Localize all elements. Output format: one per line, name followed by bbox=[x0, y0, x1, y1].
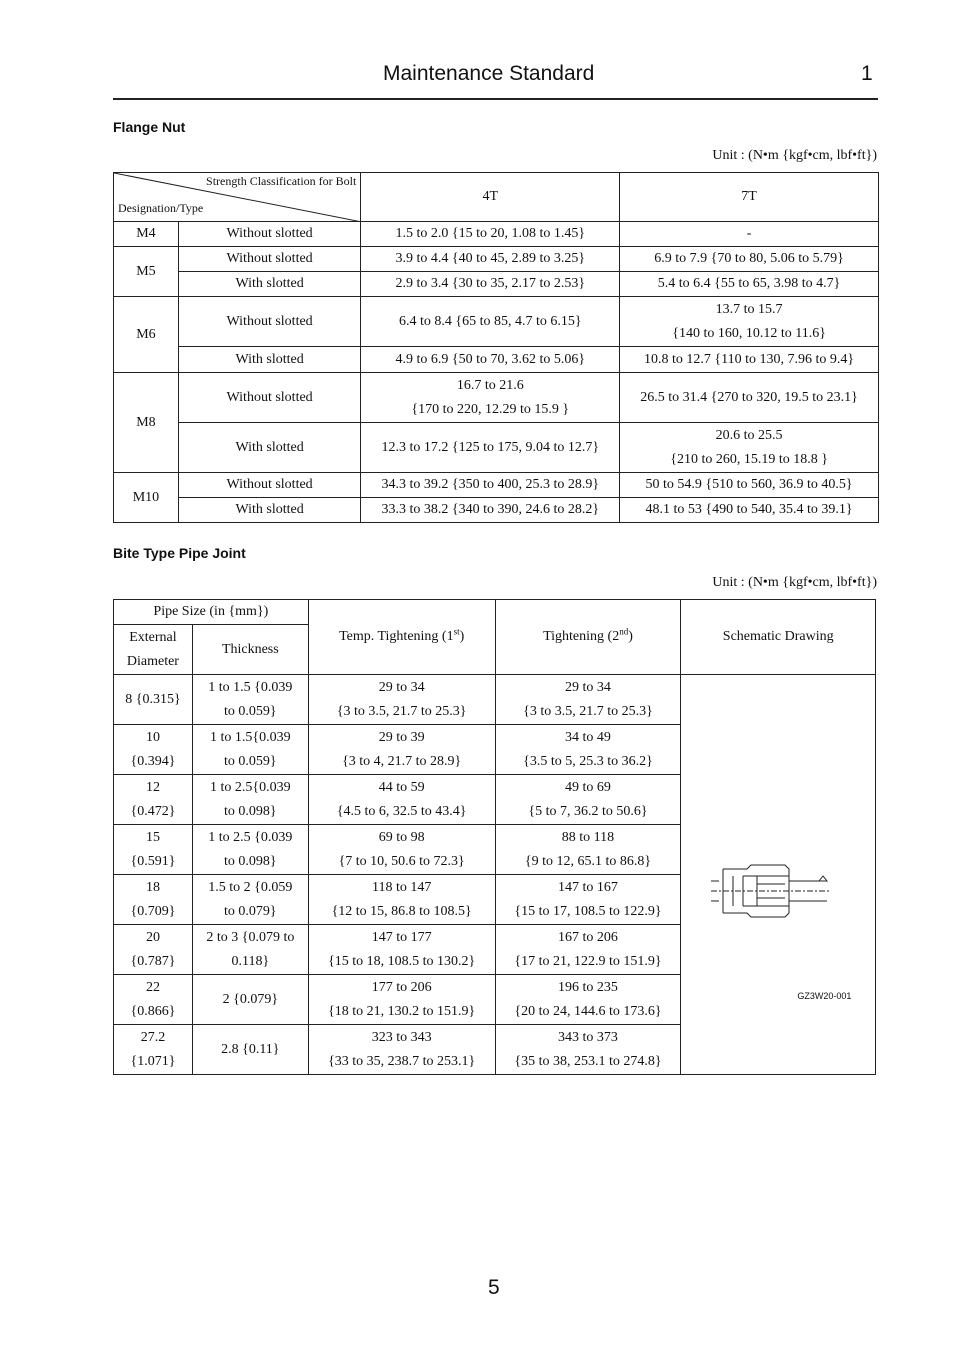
external-diameter-cell bbox=[114, 725, 193, 775]
cell-line: 177 to 206 bbox=[371, 979, 432, 995]
header-superscript: nd bbox=[619, 626, 629, 637]
cell-line: {18 to 21, 130.2 to 151.9} bbox=[328, 1003, 476, 1019]
value-cell: 1.5 to 2.0 {15 to 20, 1.08 to 1.45} bbox=[361, 222, 620, 247]
temp-tightening-cell bbox=[308, 725, 495, 775]
header-line: Diameter bbox=[126, 653, 179, 669]
cell-line: 22 bbox=[145, 979, 160, 995]
col-header-4t: 4T bbox=[361, 173, 620, 222]
cell-line: 2.8 {0.11} bbox=[221, 1041, 280, 1057]
cell-line: to 0.059} bbox=[224, 753, 277, 769]
value-cell: 6.9 to 7.9 {70 to 80, 5.06 to 5.79} bbox=[620, 247, 879, 272]
cell-line: to 0.079} bbox=[224, 903, 277, 919]
value-cell bbox=[620, 423, 879, 473]
tightening-cell bbox=[495, 1025, 681, 1075]
cell-line: 1 to 2.5{0.039 bbox=[210, 779, 291, 795]
type-cell: Without slotted bbox=[178, 247, 361, 272]
type-cell: With slotted bbox=[178, 498, 361, 523]
tightening-cell bbox=[495, 725, 681, 775]
header-line: External bbox=[129, 629, 177, 645]
cell-line: 18 bbox=[145, 879, 160, 895]
cell-line: 12 bbox=[145, 779, 160, 795]
cell-line: 69 to 98 bbox=[378, 829, 425, 845]
table-row bbox=[114, 675, 876, 725]
cell-line: 1 to 1.5 {0.039 bbox=[208, 679, 293, 695]
tightening-cell bbox=[495, 775, 681, 825]
cell-line: {9 to 12, 65.1 to 86.8} bbox=[524, 853, 652, 869]
cell-line: 49 to 69 bbox=[565, 779, 611, 795]
thickness-cell bbox=[192, 775, 308, 825]
thickness-cell bbox=[192, 675, 308, 725]
cell-line: {15 to 17, 108.5 to 122.9} bbox=[514, 903, 662, 919]
value-cell bbox=[361, 373, 620, 423]
cell-line: 1.5 to 2 {0.059 bbox=[208, 879, 293, 895]
value-cell: 2.9 to 3.4 {30 to 35, 2.17 to 2.53} bbox=[361, 272, 620, 297]
value-cell: 26.5 to 31.4 {270 to 320, 19.5 to 23.1} bbox=[620, 373, 879, 423]
col-header-thickness: Thickness bbox=[192, 625, 308, 675]
header-text: Tightening (2 bbox=[543, 629, 620, 644]
pipe-joint-drawing bbox=[681, 675, 874, 1073]
cell-line: to 0.059} bbox=[224, 703, 277, 719]
header-text: ) bbox=[628, 629, 633, 644]
cell-line: {35 to 38, 253.1 to 274.8} bbox=[514, 1053, 662, 1069]
table-row bbox=[114, 498, 879, 523]
cell-line: 29 to 34 bbox=[378, 679, 425, 695]
table-row bbox=[114, 297, 879, 347]
value-cell bbox=[620, 297, 879, 347]
cell-line: 343 to 373 bbox=[558, 1029, 618, 1045]
thickness-cell bbox=[192, 875, 308, 925]
flange-nut-unit: Unit : (N•m {kgf•cm, lbf•ft}) bbox=[712, 148, 877, 163]
table-row bbox=[114, 247, 879, 272]
cell-line: 88 to 118 bbox=[561, 829, 615, 845]
header-text: Temp. Tightening (1 bbox=[339, 629, 454, 644]
designation-cell: M5 bbox=[114, 247, 179, 297]
cell-line: 2 to 3 {0.079 to bbox=[206, 929, 295, 945]
cell-line: {3.5 to 5, 25.3 to 36.2} bbox=[523, 753, 653, 769]
thickness-cell bbox=[192, 975, 308, 1025]
external-diameter-cell bbox=[114, 1025, 193, 1075]
value-line: 13.7 to 15.7 bbox=[715, 301, 783, 317]
bite-pipe-joint-table bbox=[113, 599, 876, 1075]
cell-line: {15 to 18, 108.5 to 130.2} bbox=[328, 953, 476, 969]
type-cell: With slotted bbox=[178, 347, 361, 373]
value-line: {170 to 220, 12.29 to 15.9 } bbox=[411, 401, 570, 417]
thickness-cell bbox=[192, 925, 308, 975]
designation-cell: M10 bbox=[114, 473, 179, 523]
cell-line: 2 {0.079} bbox=[222, 991, 279, 1007]
cell-line: {33 to 35, 238.7 to 253.1} bbox=[328, 1053, 476, 1069]
cell-line: {0.394} bbox=[130, 753, 176, 769]
cell-line: {0.709} bbox=[130, 903, 176, 919]
tightening-cell bbox=[495, 825, 681, 875]
flange-nut-heading: Flange Nut bbox=[113, 119, 186, 135]
value-line: 20.6 to 25.5 bbox=[715, 427, 783, 443]
cell-line: {5 to 7, 36.2 to 50.6} bbox=[528, 803, 648, 819]
table-header-row bbox=[114, 173, 879, 222]
external-diameter-cell bbox=[114, 675, 193, 725]
temp-tightening-cell bbox=[308, 875, 495, 925]
value-cell: - bbox=[620, 222, 879, 247]
designation-cell: M8 bbox=[114, 373, 179, 473]
bite-pipe-joint-heading: Bite Type Pipe Joint bbox=[113, 545, 246, 561]
value-cell: 6.4 to 8.4 {65 to 85, 4.7 to 6.15} bbox=[361, 297, 620, 347]
external-diameter-cell bbox=[114, 925, 193, 975]
cell-line: {0.472} bbox=[130, 803, 176, 819]
cell-line: 1 to 1.5{0.039 bbox=[210, 729, 291, 745]
cell-line: {1.071} bbox=[130, 1053, 176, 1069]
cell-line: {3 to 4, 21.7 to 28.9} bbox=[342, 753, 462, 769]
cell-line: {20 to 24, 144.6 to 173.6} bbox=[514, 1003, 662, 1019]
type-cell: Without slotted bbox=[178, 473, 361, 498]
cell-line: 1 to 2.5 {0.039 bbox=[208, 829, 293, 845]
cell-line: 0.118} bbox=[231, 953, 270, 969]
flange-nut-table bbox=[113, 172, 879, 523]
header-superscript: st bbox=[453, 626, 460, 637]
table-header-row bbox=[114, 600, 876, 625]
temp-tightening-cell bbox=[308, 925, 495, 975]
type-cell: Without slotted bbox=[178, 373, 361, 423]
cell-line: 10 bbox=[145, 729, 160, 745]
cell-line: {0.866} bbox=[130, 1003, 176, 1019]
thickness-cell bbox=[192, 1025, 308, 1075]
tightening-cell bbox=[495, 875, 681, 925]
table-row bbox=[114, 423, 879, 473]
value-cell: 33.3 to 38.2 {340 to 390, 24.6 to 28.2} bbox=[361, 498, 620, 523]
table-row bbox=[114, 347, 879, 373]
cell-line: {3 to 3.5, 21.7 to 25.3} bbox=[336, 703, 467, 719]
cell-line: 29 to 34 bbox=[565, 679, 611, 695]
tightening-cell bbox=[495, 975, 681, 1025]
col-header-tightening bbox=[495, 600, 681, 675]
cell-line: 323 to 343 bbox=[371, 1029, 432, 1045]
designation-cell: M4 bbox=[114, 222, 179, 247]
tightening-cell bbox=[495, 925, 681, 975]
cell-line: {12 to 15, 86.8 to 108.5} bbox=[331, 903, 472, 919]
table-row bbox=[114, 373, 879, 423]
tightening-cell bbox=[495, 675, 681, 725]
cell-line: 27.2 bbox=[140, 1029, 166, 1045]
col-header-pipe-size: Pipe Size (in {mm}) bbox=[114, 600, 309, 625]
value-line: {210 to 260, 15.19 to 18.8 } bbox=[670, 451, 828, 467]
cell-line: 15 bbox=[145, 829, 160, 845]
value-line: 16.7 to 21.6 bbox=[456, 377, 524, 393]
cell-line: {7 to 10, 50.6 to 72.3} bbox=[338, 853, 465, 869]
table-row bbox=[114, 272, 879, 297]
cell-line: 147 to 177 bbox=[371, 929, 432, 945]
value-cell: 12.3 to 17.2 {125 to 175, 9.04 to 12.7} bbox=[361, 423, 620, 473]
external-diameter-cell bbox=[114, 975, 193, 1025]
temp-tightening-cell bbox=[308, 975, 495, 1025]
cell-line: {0.591} bbox=[130, 853, 176, 869]
type-cell: With slotted bbox=[178, 423, 361, 473]
drawing-code: GZ3W20-001 bbox=[797, 991, 852, 1001]
value-cell: 4.9 to 6.9 {50 to 70, 3.62 to 5.06} bbox=[361, 347, 620, 373]
page-title: Maintenance Standard bbox=[383, 62, 595, 85]
external-diameter-cell bbox=[114, 825, 193, 875]
temp-tightening-cell bbox=[308, 675, 495, 725]
value-line: {140 to 160, 10.12 to 11.6} bbox=[672, 325, 826, 341]
type-cell: Without slotted bbox=[178, 297, 361, 347]
cell-line: 44 to 59 bbox=[378, 779, 425, 795]
temp-tightening-cell bbox=[308, 775, 495, 825]
cell-line: 29 to 39 bbox=[378, 729, 425, 745]
col-header-temp-tightening bbox=[308, 600, 495, 675]
value-cell: 3.9 to 4.4 {40 to 45, 2.89 to 3.25} bbox=[361, 247, 620, 272]
value-cell: 10.8 to 12.7 {110 to 130, 7.96 to 9.4} bbox=[620, 347, 879, 373]
cell-line: to 0.098} bbox=[224, 853, 277, 869]
table-row bbox=[114, 222, 879, 247]
type-cell: Without slotted bbox=[178, 222, 361, 247]
col-header-external-diameter bbox=[114, 625, 193, 675]
cell-line: 20 bbox=[145, 929, 160, 945]
cell-line: {4.5 to 6, 32.5 to 43.4} bbox=[336, 803, 467, 819]
header-designation-label: Designation/Type bbox=[118, 201, 204, 215]
page-number: 5 bbox=[488, 1276, 500, 1299]
external-diameter-cell bbox=[114, 875, 193, 925]
cell-line: {17 to 21, 122.9 to 151.9} bbox=[514, 953, 662, 969]
bite-pipe-joint-unit: Unit : (N•m {kgf•cm, lbf•ft}) bbox=[712, 575, 877, 590]
external-diameter-cell bbox=[114, 775, 193, 825]
section-number: 1 bbox=[861, 62, 873, 85]
temp-tightening-cell bbox=[308, 825, 495, 875]
header-text: ) bbox=[459, 629, 465, 644]
cell-line: 196 to 235 bbox=[558, 979, 618, 995]
value-cell: 48.1 to 53 {490 to 540, 35.4 to 39.1} bbox=[620, 498, 879, 523]
schematic-drawing-cell bbox=[681, 675, 876, 1075]
col-header-schematic-drawing: Schematic Drawing bbox=[681, 600, 876, 675]
designation-cell: M6 bbox=[114, 297, 179, 373]
cell-line: 118 to 147 bbox=[371, 879, 432, 895]
table-row bbox=[114, 473, 879, 498]
type-cell: With slotted bbox=[178, 272, 361, 297]
cell-line: 8 {0.315} bbox=[125, 691, 181, 707]
cell-line: 34 to 49 bbox=[565, 729, 611, 745]
value-cell: 50 to 54.9 {510 to 560, 36.9 to 40.5} bbox=[620, 473, 879, 498]
cell-line: to 0.098} bbox=[224, 803, 277, 819]
cell-line: {0.787} bbox=[130, 953, 176, 969]
header-divider bbox=[113, 98, 878, 100]
cell-line: 147 to 167 bbox=[558, 879, 618, 895]
value-cell: 5.4 to 6.4 {55 to 65, 3.98 to 4.7} bbox=[620, 272, 879, 297]
value-cell: 34.3 to 39.2 {350 to 400, 25.3 to 28.9} bbox=[361, 473, 620, 498]
header-strength-label: Strength Classification for Bolt bbox=[206, 174, 357, 188]
thickness-cell bbox=[192, 725, 308, 775]
temp-tightening-cell bbox=[308, 1025, 495, 1075]
col-header-7t: 7T bbox=[620, 173, 879, 222]
diagonal-header-cell bbox=[114, 173, 361, 222]
cell-line: {3 to 3.5, 21.7 to 25.3} bbox=[523, 703, 653, 719]
thickness-cell bbox=[192, 825, 308, 875]
cell-line: 167 to 206 bbox=[558, 929, 618, 945]
